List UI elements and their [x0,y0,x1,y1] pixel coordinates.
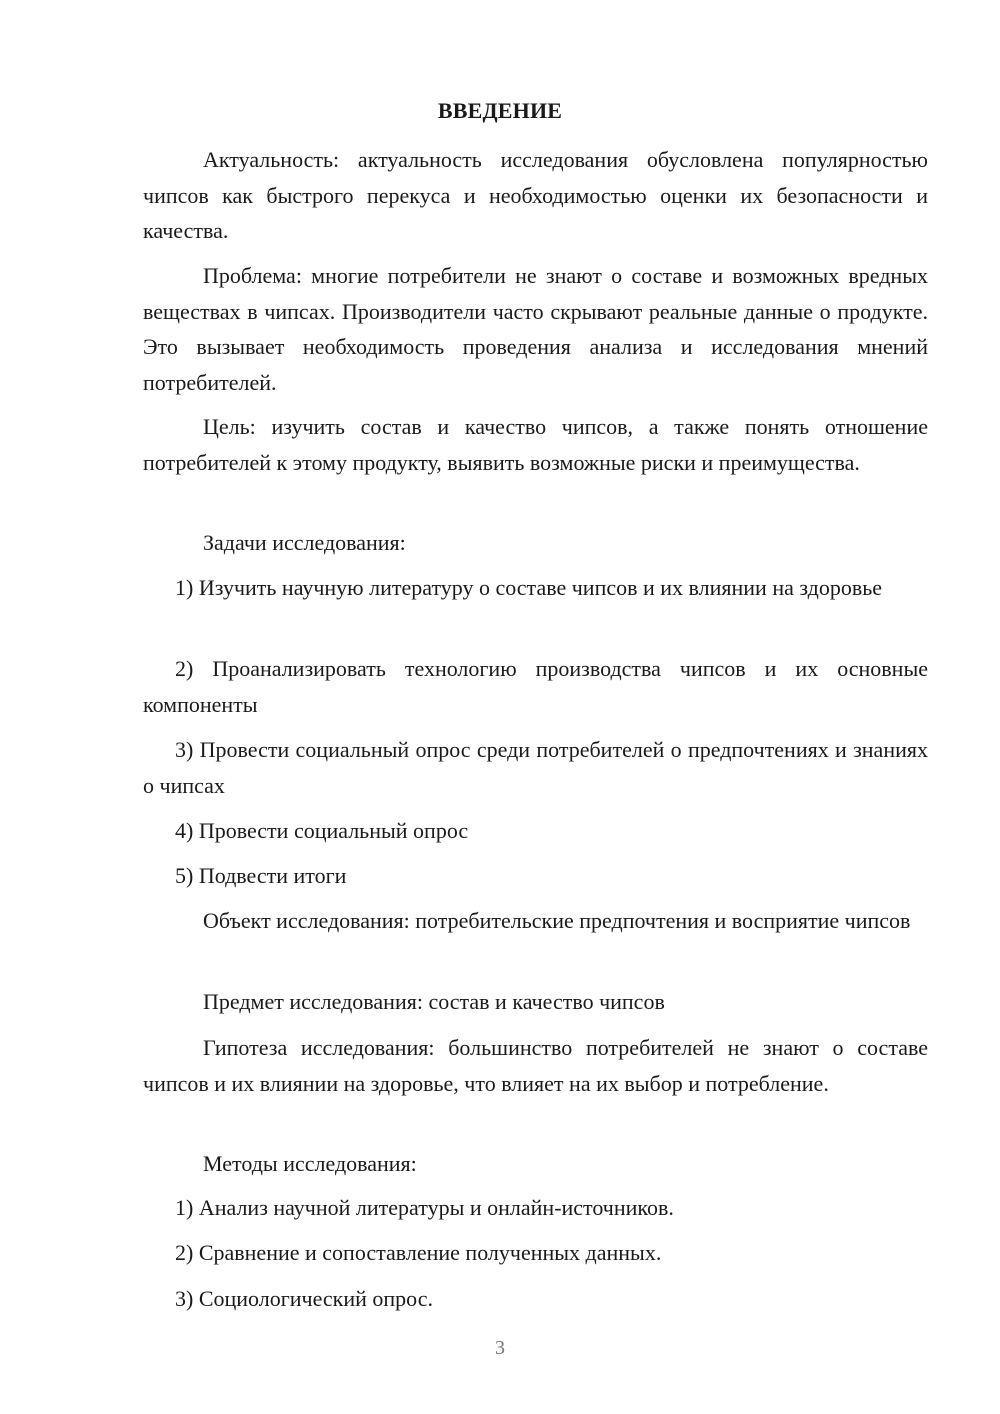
relevance-paragraph: Актуальность: актуальность исследования обусловлена популярностью чипсов как быстрого перекуса и необходимостью оценки их безопасности и качества. [143,147,928,243]
methods-heading: Методы исследования: [203,1151,417,1176]
task-item-5: 5) Подвести итоги [175,863,347,888]
task-item-4: 4) Провести социальный опрос [175,818,469,843]
task-item-2: 2) Проанализировать технологию производства чипсов и их основные компоненты [143,656,928,717]
method-item-3: 3) Социологический опрос. [175,1286,433,1311]
subject-paragraph: Предмет исследования: состав и качество чипсов [203,989,665,1014]
method-item-2: 2) Сравнение и сопоставление полученных данных. [175,1240,662,1265]
goal-paragraph: Цель: изучить состав и качество чипсов, а также понять отношение потребителей к этому продукту, выявить возможные риски и преимущества. [143,414,928,475]
task-item-3: 3) Провести социальный опрос среди потребителей о предпочтениях и знаниях о чипсах [143,737,928,798]
page-number: 3 [495,1337,505,1359]
tasks-heading: Задачи исследования: [203,530,406,555]
hypothesis-paragraph: Гипотеза исследования: большинство потребителей не знают о составе чипсов и их влиянии на здоровье, что влияет на их выбор и потребление. [143,1035,928,1096]
object-paragraph: Объект исследования: потребительские предпочтения и восприятие чипсов [203,908,911,933]
method-item-1: 1) Анализ научной литературы и онлайн-источников. [175,1195,674,1220]
problem-paragraph: Проблема: многие потребители не знают о составе и возможных вредных веществах в чипсах. Производители часто скрывают реальные данные о продукте. Это вызывает необходимость проведения анализа и исследования мнений потребителей. [143,263,928,395]
page-title: ВВЕДЕНИЕ [437,98,563,123]
task-item-1: 1) Изучить научную литературу о составе чипсов и их влиянии на здоровье [175,575,883,600]
